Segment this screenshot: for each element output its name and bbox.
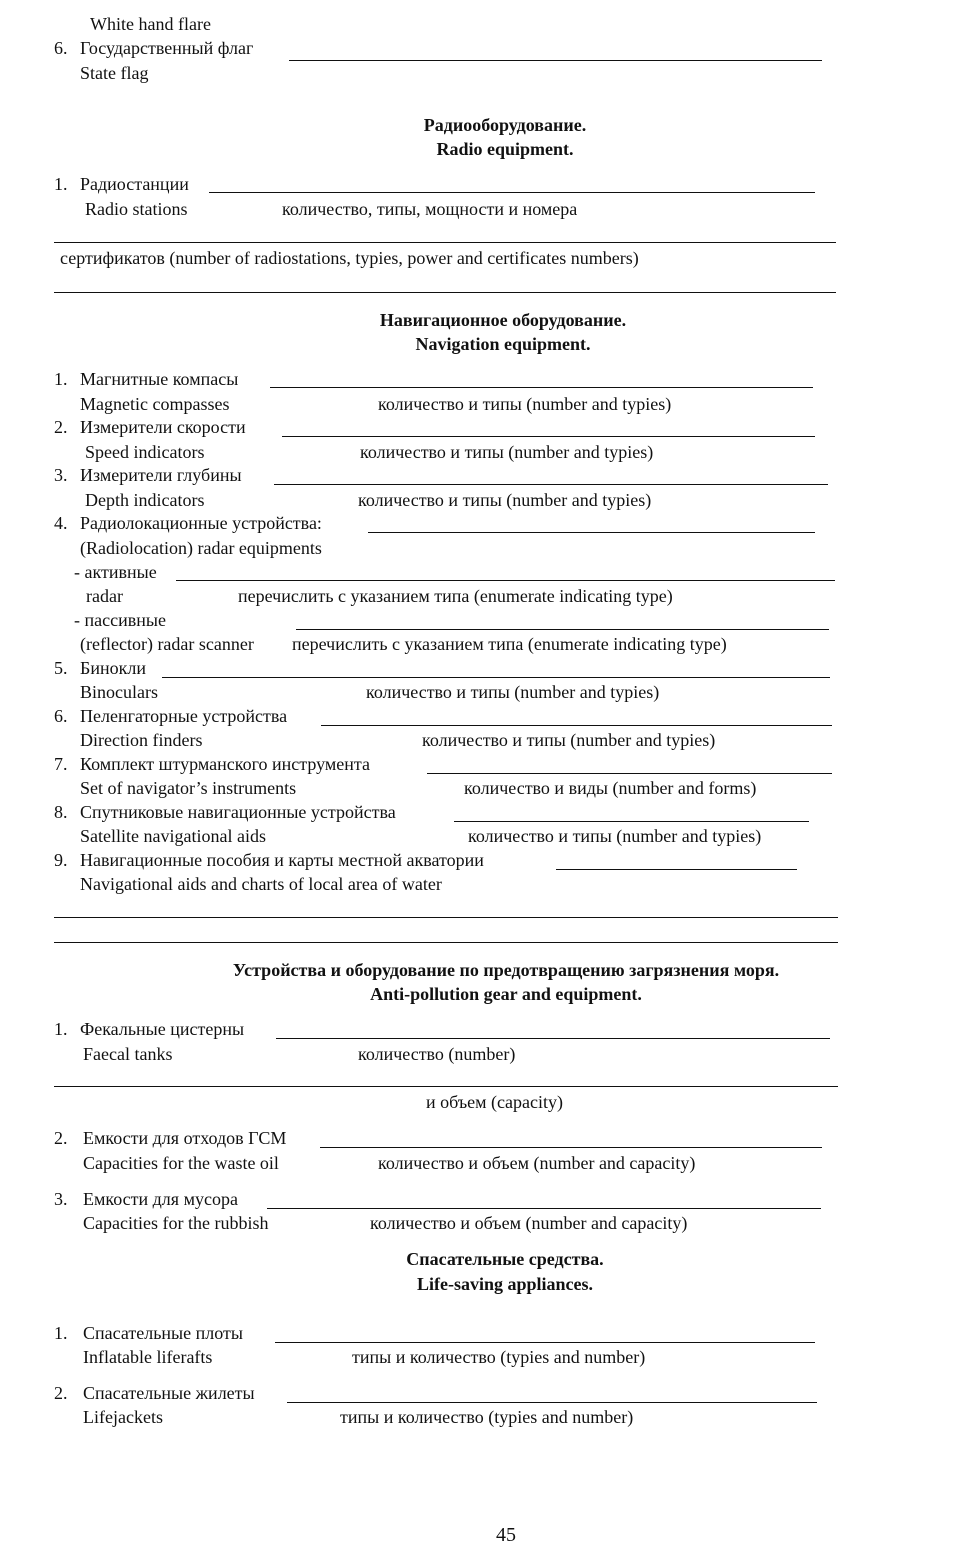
direction-finders-label-en: Direction finders <box>80 730 203 750</box>
item-number: 3. <box>54 465 68 485</box>
item-number: 6. <box>54 706 68 726</box>
pollution-title-ru: Устройства и оборудование по предотвращению загрязнения моря. <box>232 960 780 980</box>
item-number: 1. <box>54 1323 68 1343</box>
radio-stations-field[interactable] <box>209 192 815 193</box>
waste-oil-label-en: Capacities for the waste oil <box>83 1153 279 1173</box>
rubbish-label-ru: Емкости для мусора <box>83 1189 238 1209</box>
charts-label-ru: Навигационные пособия и карты местной акватории <box>80 850 484 870</box>
nav-title-en: Navigation equipment. <box>415 334 591 354</box>
liferafts-label-en: Inflatable liferafts <box>83 1347 213 1367</box>
rubbish-hint: количество и объем (number and capacity) <box>370 1213 688 1233</box>
magnetic-compasses-hint: количество и типы (number and typies) <box>378 394 672 414</box>
speed-indicators-hint: количество и типы (number and typies) <box>360 442 654 462</box>
faecal-tanks-field-line2[interactable] <box>54 1086 838 1087</box>
liferafts-field[interactable] <box>275 1342 815 1343</box>
depth-indicators-label-ru: Измерители глубины <box>80 465 242 485</box>
lifesaving-title-en: Life-saving appliances. <box>416 1274 594 1294</box>
item-number: 1. <box>54 174 68 194</box>
waste-oil-hint: количество и объем (number and capacity) <box>378 1153 696 1173</box>
rubbish-field[interactable] <box>267 1208 821 1209</box>
faecal-tanks-label-ru: Фекальные цистерны <box>80 1019 245 1039</box>
item-number: 9. <box>54 850 68 870</box>
radio-stations-field-line3[interactable] <box>54 292 836 293</box>
active-radar-label-en: radar <box>86 586 123 606</box>
satellite-aids-hint: количество и типы (number and typies) <box>468 826 762 846</box>
depth-indicators-field[interactable] <box>274 484 828 485</box>
passive-radar-label-en: (reflector) radar scanner <box>80 634 254 654</box>
direction-finders-label-ru: Пеленгаторные устройства <box>80 706 288 726</box>
speed-indicators-field[interactable] <box>282 436 815 437</box>
radar-equipment-label-ru: Радиолокационные устройства: <box>80 513 322 533</box>
item-number: 8. <box>54 802 68 822</box>
waste-oil-field[interactable] <box>320 1147 822 1148</box>
faecal-tanks-hint2: и объем (capacity) <box>426 1092 563 1112</box>
charts-field-line2[interactable] <box>54 917 838 918</box>
item-number: 6. <box>54 38 68 58</box>
radar-equipment-label-en: (Radiolocation) radar equipments <box>80 538 322 558</box>
item-number: 1. <box>54 1019 68 1039</box>
magnetic-compasses-label-ru: Магнитные компасы <box>80 369 239 389</box>
rubbish-label-en: Capacities for the rubbish <box>83 1213 269 1233</box>
navigator-instruments-field[interactable] <box>427 773 832 774</box>
active-radar-hint: перечислить с указанием типа (enumerate indicating type) <box>238 586 673 606</box>
satellite-aids-field[interactable] <box>454 821 809 822</box>
radio-stations-hint-cont: сертификатов (number of radiostations, typies, power and certificates numbers) <box>60 248 639 268</box>
direction-finders-hint: количество и типы (number and typies) <box>422 730 716 750</box>
pollution-title-en: Anti-pollution gear and equipment. <box>370 984 642 1004</box>
item-number: 3. <box>54 1189 68 1209</box>
white-hand-flare-label: White hand flare <box>90 14 211 34</box>
waste-oil-label-ru: Емкости для отходов ГСМ <box>83 1128 287 1148</box>
item-number: 2. <box>54 1383 68 1403</box>
active-radar-field[interactable] <box>176 580 835 581</box>
item-number: 2. <box>54 1128 68 1148</box>
lifejackets-label-ru: Спасательные жилеты <box>83 1383 255 1403</box>
faecal-tanks-hint: количество (number) <box>358 1044 516 1064</box>
state-flag-label-en: State flag <box>80 63 149 83</box>
item-number: 1. <box>54 369 68 389</box>
item-number: 7. <box>54 754 68 774</box>
passive-radar-field[interactable] <box>296 629 829 630</box>
item-number: 4. <box>54 513 68 533</box>
item-number: 2. <box>54 417 68 437</box>
speed-indicators-label-en: Speed indicators <box>85 442 205 462</box>
depth-indicators-label-en: Depth indicators <box>85 490 205 510</box>
page-number: 45 <box>496 1524 516 1546</box>
lifejackets-hint: типы и количество (typies and number) <box>340 1407 634 1427</box>
faecal-tanks-label-en: Faecal tanks <box>83 1044 173 1064</box>
passive-radar-hint: перечислить с указанием типа (enumerate indicating type) <box>292 634 727 654</box>
lifejackets-label-en: Lifejackets <box>83 1407 163 1427</box>
binoculars-field[interactable] <box>162 677 830 678</box>
direction-finders-field[interactable] <box>321 725 832 726</box>
binoculars-hint: количество и типы (number and typies) <box>366 682 660 702</box>
radio-stations-field-line2[interactable] <box>54 242 836 243</box>
state-flag-label-ru: Государственный флаг <box>80 38 254 58</box>
active-radar-label-ru: - активные <box>74 562 157 582</box>
navigator-instruments-label-en: Set of navigator’s instruments <box>80 778 297 798</box>
navigator-instruments-label-ru: Комплект штурманского инструмента <box>80 754 370 774</box>
magnetic-compasses-field[interactable] <box>270 387 813 388</box>
liferafts-label-ru: Спасательные плоты <box>83 1323 243 1343</box>
charts-label-en: Navigational aids and charts of local area of water <box>80 874 442 894</box>
charts-field-line3[interactable] <box>54 942 838 943</box>
radio-stations-label-ru: Радиостанции <box>80 174 189 194</box>
binoculars-label-ru: Бинокли <box>80 658 146 678</box>
nav-title-ru: Навигационное оборудование. <box>379 310 627 330</box>
charts-field[interactable] <box>556 869 797 870</box>
magnetic-compasses-label-en: Magnetic compasses <box>80 394 230 414</box>
radio-title-en: Radio equipment. <box>436 139 574 159</box>
satellite-aids-label-ru: Спутниковые навигационные устройства <box>80 802 396 822</box>
radio-stations-hint: количество, типы, мощности и номера <box>282 199 578 219</box>
state-flag-field[interactable] <box>289 60 822 61</box>
binoculars-label-en: Binoculars <box>80 682 158 702</box>
lifejackets-field[interactable] <box>287 1402 817 1403</box>
navigator-instruments-hint: количество и виды (number and forms) <box>464 778 757 798</box>
liferafts-hint: типы и количество (typies and number) <box>352 1347 646 1367</box>
lifesaving-title-ru: Спасательные средства. <box>406 1249 604 1269</box>
item-number: 5. <box>54 658 68 678</box>
speed-indicators-label-ru: Измерители скорости <box>80 417 246 437</box>
radio-stations-label-en: Radio stations <box>85 199 188 219</box>
satellite-aids-label-en: Satellite navigational aids <box>80 826 266 846</box>
depth-indicators-hint: количество и типы (number and typies) <box>358 490 652 510</box>
radar-equipment-field[interactable] <box>368 532 815 533</box>
passive-radar-label-ru: - пассивные <box>74 610 166 630</box>
radio-title-ru: Радиооборудование. <box>423 115 587 135</box>
faecal-tanks-field[interactable] <box>276 1038 830 1039</box>
